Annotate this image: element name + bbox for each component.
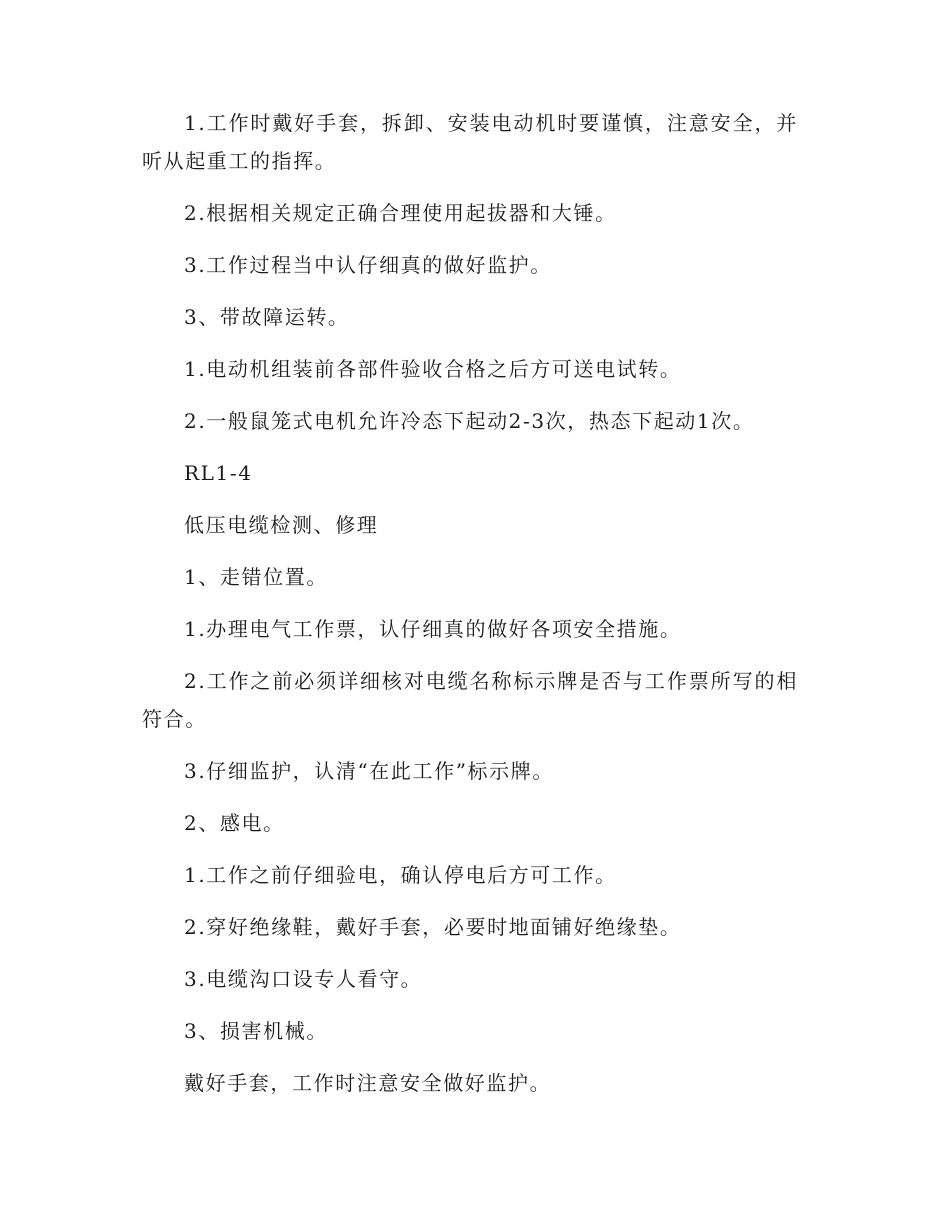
section-title: 低压电缆检测、修理 (184, 513, 379, 537)
paragraph: 3.工作过程当中认仔细真的做好监护。 (184, 253, 552, 277)
paragraph: 2.根据相关规定正确合理使用起拔器和大锤。 (184, 201, 617, 225)
paragraph: 2.一般鼠笼式电机允许冷态下起动2-3次，热态下起动1次。 (184, 409, 755, 433)
code-label: RL1-4 (184, 461, 253, 485)
section-heading: 3、带故障运转。 (184, 305, 350, 329)
paragraph: 1.工作时戴好手套，拆卸、安装电动机时要谨慎，注意安全，并听从起重工的指挥。 (142, 111, 798, 173)
section-heading: 2、感电。 (184, 811, 285, 835)
paragraph: 2.穿好绝缘鞋，戴好手套，必要时地面铺好绝缘垫。 (184, 915, 682, 939)
document-body (142, 104, 798, 1102)
paragraph: 3.电缆沟口设专人看守。 (184, 967, 423, 991)
paragraph: 3.仔细监护，认清“在此工作”标示牌。 (184, 759, 554, 783)
paragraph: 2.工作之前必须详细核对电缆名称标示牌是否与工作票所写的相符合。 (142, 669, 798, 731)
paragraph: 1.工作之前仔细验电，确认停电后方可工作。 (184, 863, 617, 887)
paragraph: 戴好手套，工作时注意安全做好监护。 (184, 1071, 552, 1095)
section-heading: 3、损害机械。 (184, 1019, 328, 1043)
paragraph: 1.办理电气工作票，认仔细真的做好各项安全措施。 (184, 617, 682, 641)
paragraph: 1.电动机组装前各部件验收合格之后方可送电试转。 (184, 357, 682, 381)
section-heading: 1、走错位置。 (184, 565, 328, 589)
